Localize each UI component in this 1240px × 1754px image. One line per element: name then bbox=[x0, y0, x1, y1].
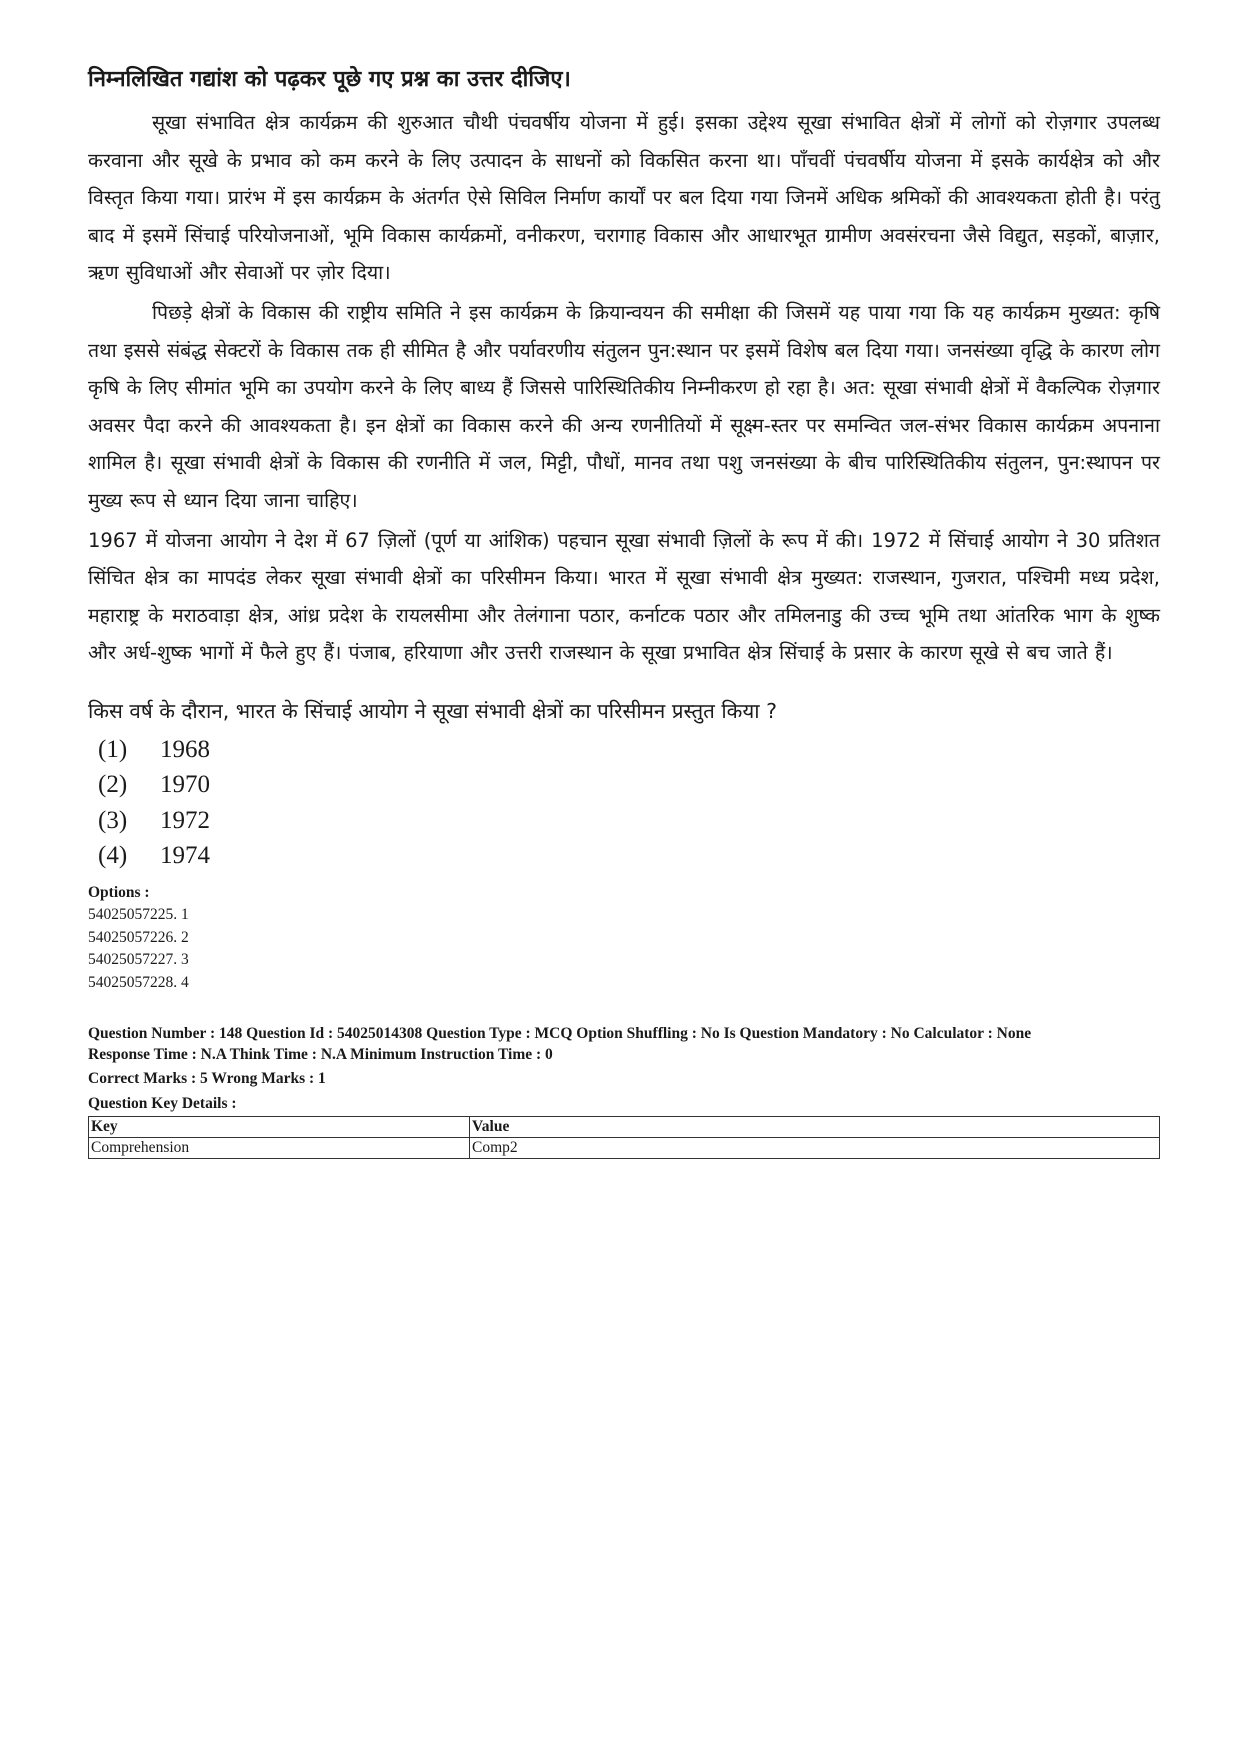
option-id-1: 54025057225. 1 bbox=[88, 906, 189, 924]
choice-number: (2) bbox=[98, 771, 128, 799]
passage-heading: निम्नलिखित गद्यांश को पढ़कर पूछे गए प्रश्न का उत्तर दीजिए। bbox=[88, 67, 571, 92]
table-cell-key: Comprehension bbox=[89, 1138, 470, 1159]
marks-line: Correct Marks : 5 Wrong Marks : 1 bbox=[88, 1070, 326, 1088]
option-id-3: 54025057227. 3 bbox=[88, 951, 189, 969]
answer-choice-4 bbox=[98, 838, 1160, 874]
table-cell-value: Comp2 bbox=[470, 1138, 1160, 1159]
choice-text: 1972 bbox=[160, 806, 210, 834]
options-block bbox=[88, 882, 1160, 995]
table-header-key: Key bbox=[89, 1117, 470, 1138]
choice-number: (3) bbox=[98, 806, 128, 834]
question-text: किस वर्ष के दौरान, भारत के सिंचाई आयोग ने सूखा संभावी क्षेत्रों का परिसीमन प्रस्तुत किया ? bbox=[88, 698, 777, 723]
answer-choice-2 bbox=[98, 767, 1160, 803]
answer-choice-3 bbox=[98, 803, 1160, 839]
question-meta-line: Question Number : 148 Question Id : 54025014308 Question Type : MCQ Option Shuffling : No Is Question Mandatory : No Calculator : None bbox=[88, 1025, 1032, 1043]
choice-number: (4) bbox=[98, 842, 128, 870]
choice-number: (1) bbox=[98, 735, 128, 763]
passage-paragraph-3: 1967 में योजना आयोग ने देश में 67 ज़िलों (पूर्ण या आंशिक) पहचान सूखा संभावी ज़िलों के रूप में की। 1972 में सिंचाई आयोग ने 30 प्रतिशत सिंचित क्षेत्र का मापदंड लेकर सूखा संभावी क्षेत्रों का परिसीमन किया। भारत में सूखा संभावी क्षेत्र मुख्यत: राजस्थान, गुजरात, पश्चिमी मध्य प्रदेश, महाराष्ट्र के मराठवाड़ा क्षेत्र, आंध्र प्रदेश के रायलसीमा और तेलंगाना पठार, कर्नाटक पठार और तमिलनाडु की उच्च भूमि तथा आंतरिक भाग के शुष्क और अर्ध-शुष्क भागों में फैले हुए हैं। पंजाब, हरियाणा और उत्तरी राजस्थान के सूखा प्रभावित क्षेत्र सिंचाई के प्रसार के कारण सूखे से बच जाते हैं। bbox=[88, 528, 1160, 665]
question-metadata bbox=[88, 1024, 1160, 1113]
option-id-4: 54025057228. 4 bbox=[88, 973, 189, 991]
passage-paragraph-2: पिछड़े क्षेत्रों के विकास की राष्ट्रीय समिति ने इस कार्यक्रम के क्रियान्वयन की समीक्षा की जिसमें यह पाया गया कि यह कार्यक्रम मुख्यत: कृषि तथा इससे संबंद्ध सेक्टरों के विकास तक ही सीमित है और पर्यावरणीय संतुलन पुन:स्थान पर इसमें विशेष बल दिया गया। जनसंख्या वृद्धि के कारण लोग कृषि के लिए सीमांत भूमि का उपयोग करने के लिए बाध्य हैं जिससे पारिस्थितिकीय निम्नीकरण हो रहा है। अत: सूखा संभावी क्षेत्रों में वैकल्पिक रोज़गार अवसर पैदा करने की आवश्यकता है। इन क्षेत्रों का विकास करने की अन्य रणनीतियों में सूक्ष्म-स्तर पर समन्वित जल-संभर विकास कार्यक्रम अपनाना शामिल है। सूखा संभावी क्षेत्रों के विकास की रणनीति में जल, मिट्टी, पौधों, मानव तथा पशु जनसंख्या के बीच पारिस्थितिकीय संतुलन, पुन:स्थापन पर मुख्य रूप से ध्यान दिया जाना चाहिए। bbox=[88, 300, 1160, 512]
timing-meta-line: Response Time : N.A Think Time : N.A Minimum Instruction Time : 0 bbox=[88, 1045, 553, 1063]
key-details-table bbox=[88, 1116, 1160, 1159]
option-id-2: 54025057226. 2 bbox=[88, 928, 189, 946]
answer-choices bbox=[88, 732, 1160, 874]
choice-text: 1970 bbox=[160, 771, 210, 799]
key-details-title: Question Key Details : bbox=[88, 1094, 237, 1112]
table-header-value: Value bbox=[470, 1117, 1160, 1138]
table-header-row bbox=[89, 1117, 1160, 1138]
choice-text: 1968 bbox=[160, 735, 210, 763]
choice-text: 1974 bbox=[160, 842, 210, 870]
question-page bbox=[88, 62, 1160, 1159]
passage-paragraph-1: सूखा संभावित क्षेत्र कार्यक्रम की शुरुआत चौथी पंचवर्षीय योजना में हुई। इसका उद्देश्य सूखा संभावित क्षेत्रों में लोगों को रोज़गार उपलब्ध करवाना और सूखे के प्रभाव को कम करने के लिए उत्पादन के साधनों को विकसित करना था। पाँचवीं पंचवर्षीय योजना में इसके कार्यक्षेत्र को और विस्तृत किया गया। प्रारंभ में इस कार्यक्रम के अंतर्गत ऐसे सिविल निर्माण कार्यों पर बल दिया गया जिनमें अधिक श्रमिकों की आवश्यकता होती है। परंतु बाद में इसमें सिंचाई परियोजनाओं, भूमि विकास कार्यक्रमों, वनीकरण, चरागाह विकास और आधारभूत ग्रामीण अवसंरचना जैसे विद्युत, सड़कों, बाज़ार, ऋण सुविधाओं और सेवाओं पर ज़ोर दिया। bbox=[88, 111, 1160, 285]
table-row bbox=[89, 1138, 1160, 1159]
answer-choice-1 bbox=[98, 732, 1160, 768]
options-title: Options : bbox=[88, 883, 150, 901]
